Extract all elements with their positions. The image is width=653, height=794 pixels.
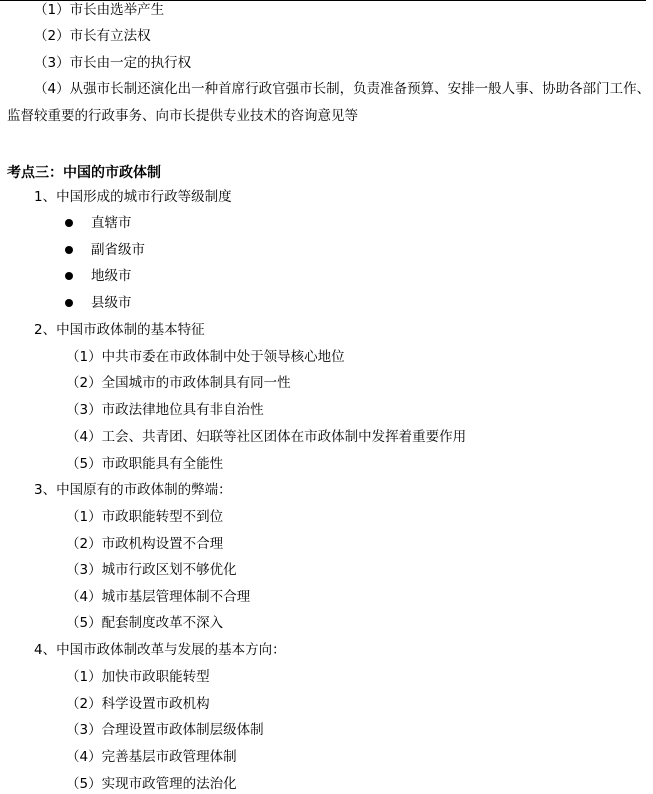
bullet-icon [65,299,73,307]
bullet-icon [65,246,73,254]
list-item: （1）市政职能转型不到位 [66,509,224,525]
list-item: （3）合理设置市政体制层级体制 [66,722,264,738]
list-item: （1）中共市委在市政体制中处于领导核心地位 [66,349,345,365]
subsection-title-2: 2、中国市政体制的基本特征 [34,322,205,338]
list-item: （5）实现市政管理的法治化 [66,776,237,792]
list-item: （1）市长由选举产生 [34,2,165,18]
list-item: （4）城市基层管理体制不合理 [66,589,251,605]
list-item: （3）市政法律地位具有非自治性 [66,402,264,418]
bullet-icon [65,219,73,227]
bullet-item-label: 县级市 [91,295,132,311]
list-item: （5）配套制度改革不深入 [66,615,224,631]
subsection-title-4: 4、中国市政体制改革与发展的基本方向： [34,642,286,658]
list-item: （2）市政机构设置不合理 [66,536,224,552]
paragraph-line-2: 监督较重要的行政事务、向市长提供专业技术的咨询意见等 [7,108,358,124]
list-item: （5）市政职能具有全能性 [66,456,224,472]
paragraph-line-1: （4）从强市长制还演化出一种首席行政官强市长制，负责准备预算、安排一般人事、协助各部门工作、 [34,81,651,97]
list-item: （3）市长由一定的执行权 [34,55,192,71]
list-item: （2）市长有立法权 [34,28,151,44]
list-item: （4）完善基层市政管理体制 [66,749,237,765]
list-item: （1）加快市政职能转型 [66,669,210,685]
list-item: （2）全国城市的市政体制具有同一性 [66,375,291,391]
bullet-item-label: 副省级市 [91,242,145,258]
subsection-title-3: 3、中国原有的市政体制的弊端： [34,482,232,498]
section-title: 考点三：中国的市政体制 [7,165,161,181]
subsection-title-1: 1、中国形成的城市行政等级制度 [34,189,232,205]
bullet-item-label: 地级市 [91,268,132,284]
bullet-icon [65,272,73,280]
list-item: （3）城市行政区划不够优化 [66,562,237,578]
list-item: （2）科学设置市政机构 [66,696,210,712]
list-item: （4）工会、共青团、妇联等社区团体在市政体制中发挥着重要作用 [66,429,467,445]
bullet-item-label: 直辖市 [91,215,132,231]
